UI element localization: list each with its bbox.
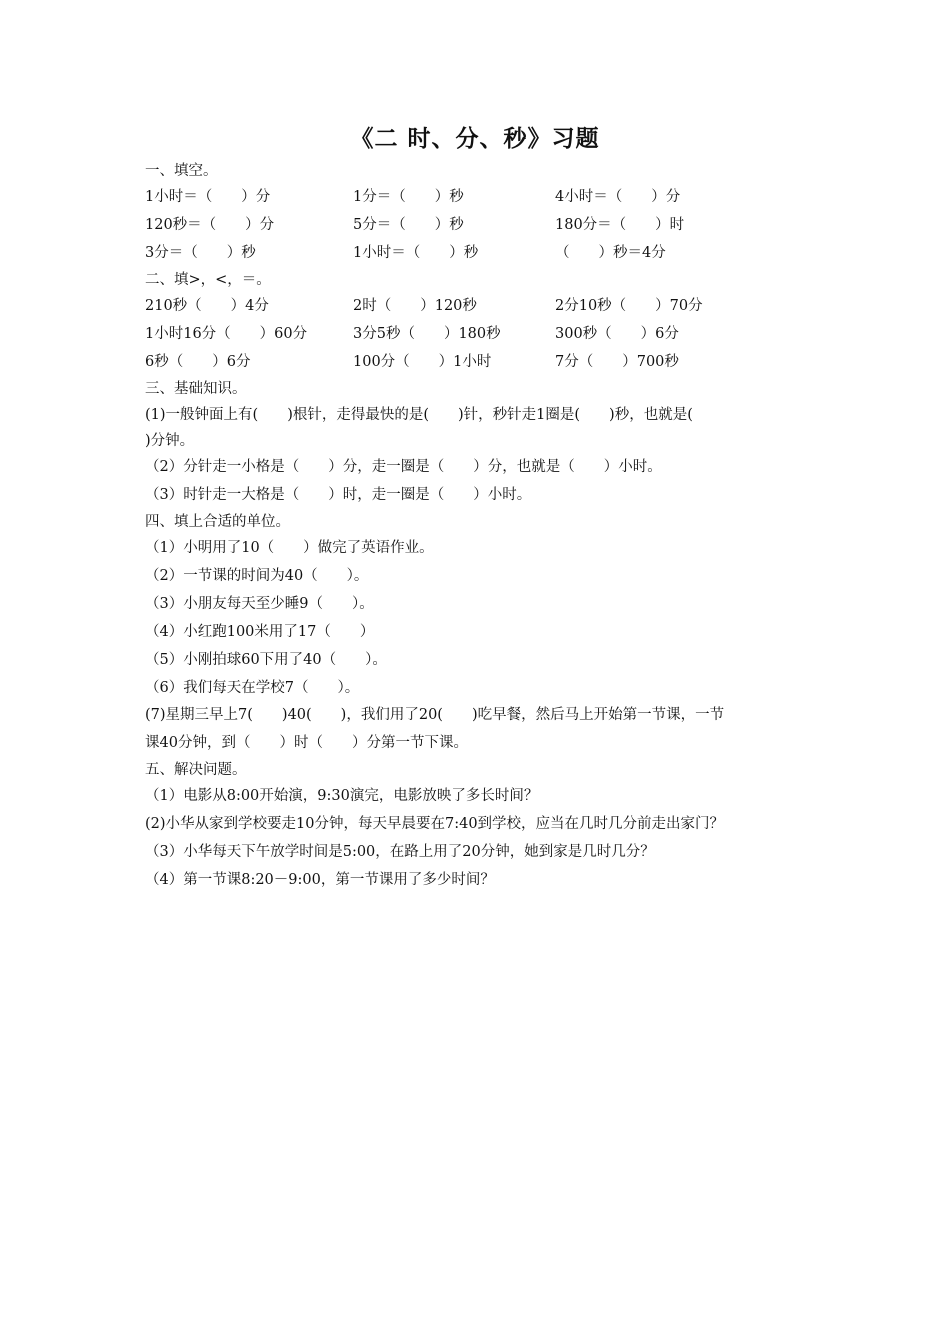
question-line: （5）小刚拍球60下用了40（ ）。 — [145, 652, 387, 668]
section-heading-compare: 二、填>，<，＝。 — [145, 272, 271, 288]
question-line: （4）小红跑100米用了17（ ） — [145, 624, 375, 640]
exercise-item: 2时（ ）120秒 — [353, 298, 477, 314]
question-line: (1)一般钟面上有( )根针，走得最快的是( )针，秒针走1圈是( )秒，也就是( — [145, 407, 693, 423]
section-heading-problems: 五、解决问题。 — [145, 762, 247, 778]
question-line: （1）电影从8:00开始演，9:30演完，电影放映了多长时间？ — [145, 788, 539, 804]
exercise-item: 7分（ ）700秒 — [555, 354, 679, 370]
exercise-item: 6秒（ ）6分 — [145, 354, 251, 370]
exercise-item: 1小时＝（ ）分 — [145, 189, 271, 205]
exercise-item: 100分（ ）1小时 — [353, 354, 492, 370]
exercise-item: 210秒（ ）4分 — [145, 298, 269, 314]
exercise-item: 1小时16分（ ）60分 — [145, 326, 308, 342]
exercise-item: 3分5秒（ ）180秒 — [353, 326, 501, 342]
exercise-item: 120秒＝（ ）分 — [145, 217, 275, 233]
exercise-item: 5分＝（ ）秒 — [353, 217, 464, 233]
question-line: （1）小明用了10（ ）做完了英语作业。 — [145, 540, 434, 556]
page-title: 《二 时、分、秒》习题 — [350, 126, 600, 152]
question-line: （3）小朋友每天至少睡9（ ）。 — [145, 596, 374, 612]
exercise-item: 4小时＝（ ）分 — [555, 189, 681, 205]
question-line: （4）第一节课8:20－9:00，第一节课用了多少时间？ — [145, 872, 495, 888]
section-heading-basics: 三、基础知识。 — [145, 381, 247, 397]
question-line: )分钟。 — [145, 433, 195, 449]
exercise-item: 1小时＝（ ）秒 — [353, 245, 479, 261]
question-line: （3）小华每天下午放学时间是5:00，在路上用了20分钟，她到家是几时几分？ — [145, 844, 655, 860]
question-line: 课40分钟，到（ ）时（ ）分第一节下课。 — [145, 735, 468, 751]
exercise-item: （ ）秒＝4分 — [555, 245, 666, 261]
question-line: （6）我们每天在学校7（ ）。 — [145, 680, 360, 696]
section-heading-fill-blank: 一、填空。 — [145, 163, 218, 179]
question-line: (2)小华从家到学校要走10分钟，每天早晨要在7:40到学校，应当在几时几分前走出家门？ — [145, 816, 725, 832]
question-line: （2）分针走一小格是（ ）分，走一圈是（ ）分，也就是（ ）小时。 — [145, 459, 662, 475]
question-line: (7)星期三早上7( )40( )，我们用了20( )吃早餐，然后马上开始第一节课，一节 — [145, 707, 725, 723]
question-line: （2）一节课的时间为40（ ）。 — [145, 568, 369, 584]
exercise-item: 1分＝（ ）秒 — [353, 189, 464, 205]
exercise-item: 180分＝（ ）时 — [555, 217, 685, 233]
section-heading-units: 四、填上合适的单位。 — [145, 514, 290, 530]
exercise-item: 3分＝（ ）秒 — [145, 245, 256, 261]
question-line: （3）时针走一大格是（ ）时，走一圈是（ ）小时。 — [145, 487, 532, 503]
exercise-item: 2分10秒（ ）70分 — [555, 298, 703, 314]
exercise-item: 300秒（ ）6分 — [555, 326, 679, 342]
